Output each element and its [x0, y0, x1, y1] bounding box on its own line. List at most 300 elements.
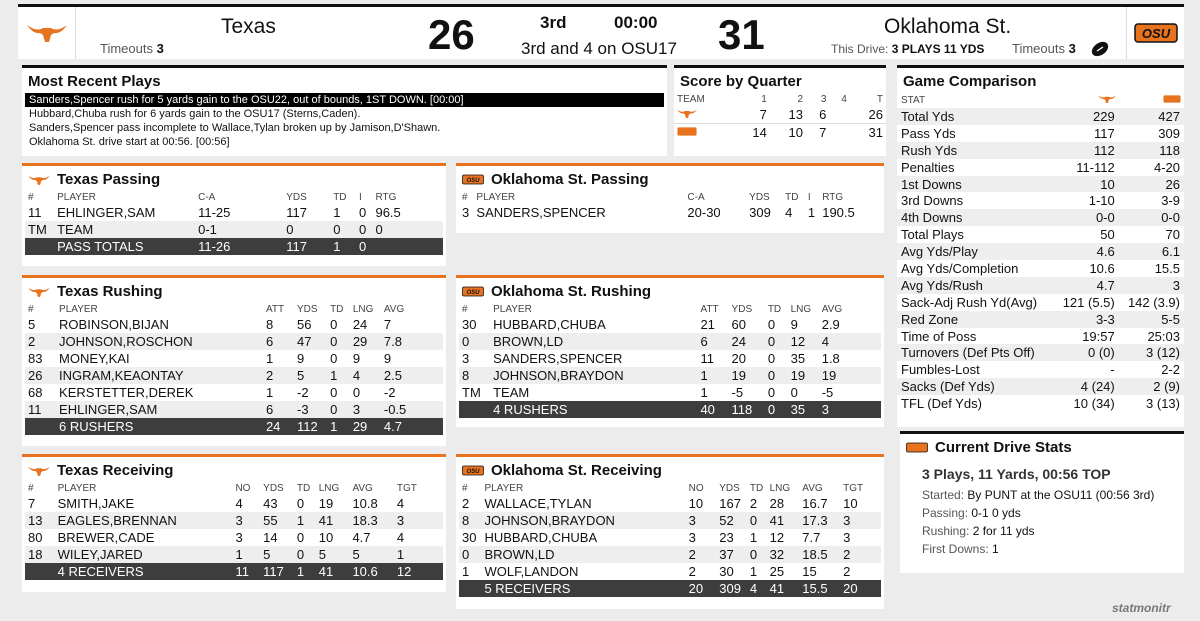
home-timeouts — [100, 41, 164, 56]
table-cell: 10 — [843, 496, 858, 511]
comparison-row — [897, 361, 1184, 378]
column-header: ATT — [700, 304, 719, 315]
quarter-score: 14 — [752, 125, 767, 140]
table-cell: 167 — [719, 496, 741, 511]
current-drive-title-text: Current Drive Stats — [935, 439, 1072, 456]
texas-stat-value: 10.6 — [1089, 260, 1115, 276]
comparison-row — [897, 344, 1184, 361]
totals-cell — [25, 238, 54, 255]
comparison-row — [897, 243, 1184, 260]
table-cell: 2 — [840, 546, 881, 563]
drive-started — [922, 486, 1162, 504]
table-cell: 10 — [318, 530, 334, 545]
column-header: # — [462, 192, 468, 203]
column-header: AVG — [383, 304, 405, 315]
comparison-row — [897, 311, 1184, 328]
totals-cell: 41 — [767, 580, 800, 597]
section-title-text: Texas Passing — [57, 171, 161, 188]
totals-cell: 3 — [819, 401, 881, 418]
section-title — [22, 166, 446, 191]
table-cell: 0 — [359, 205, 367, 220]
table-cell: 0 — [765, 367, 788, 384]
comparison-row — [897, 277, 1184, 294]
totals-row — [459, 401, 881, 418]
osu-mini-icon — [906, 441, 928, 454]
osu-stat-value: 0-0 — [1119, 209, 1184, 226]
score-by-quarter-title: Score by Quarter — [680, 73, 802, 90]
quarter: 3rd — [540, 13, 567, 32]
play-item: Sanders,Spencer pass incomplete to Wallace,Tylan broken up by Jamison,D'Shawn. — [29, 122, 441, 134]
table-cell: 68 — [28, 385, 43, 400]
table-cell: KERSTETTER,DEREK — [59, 385, 194, 400]
home-score: 26 — [428, 11, 475, 58]
stat-label: Total Plays — [901, 227, 964, 243]
stat-label: Penalties — [901, 159, 955, 175]
table-cell: 26 — [25, 367, 56, 384]
table-cell: JOHNSON,ROSCHON — [56, 333, 263, 350]
osu-stat-value: 309 — [1158, 125, 1180, 141]
osu-stat-value: 427 — [1119, 108, 1184, 125]
table-cell: 13 — [25, 512, 55, 529]
stat-label: Avg Yds/Rush — [897, 277, 1054, 294]
table-cell: 0 — [790, 385, 798, 400]
table-cell: -5 — [731, 385, 744, 400]
texas-stat-value: 10 — [1054, 176, 1119, 193]
table-cell: 96.5 — [375, 205, 401, 220]
totals-cell: 10.6 — [349, 563, 393, 580]
totals-cell: 29 — [350, 418, 381, 435]
drive-passing-label: Passing: — [922, 506, 969, 520]
table-cell: 47 — [294, 333, 327, 350]
table-cell: 56 — [296, 317, 312, 332]
texas-stat-value: 0 (0) — [1054, 344, 1119, 361]
texas-stat-value: 11-112 — [1076, 159, 1115, 175]
table-cell: 0-1 — [195, 221, 283, 238]
table-cell: 7.8 — [381, 333, 443, 350]
table-row — [25, 495, 443, 512]
table-cell: 0 — [765, 333, 788, 350]
quarter-row — [674, 106, 886, 124]
comparison-row — [897, 260, 1184, 277]
texas-receiving-panel — [22, 454, 446, 592]
table-cell: 0 — [296, 496, 305, 511]
texas-longhorn-icon — [28, 286, 50, 298]
section-title-text: Oklahoma St. Receiving — [491, 462, 662, 479]
texas-stat-value: 50 — [1100, 227, 1115, 243]
texas-longhorn-icon — [28, 465, 50, 477]
section-title — [22, 457, 446, 482]
table-cell: 3 — [235, 530, 243, 545]
column-header: YDS — [286, 192, 307, 203]
table-cell: -2 — [296, 385, 309, 400]
table-cell: 20-30 — [687, 205, 721, 220]
texas-stat-value: 4.7 — [1054, 277, 1119, 294]
table-cell: 1 — [394, 546, 443, 563]
table-cell: 1 — [265, 351, 274, 366]
table-cell: 2.9 — [821, 317, 840, 332]
column-header: YDS — [749, 192, 770, 203]
column-header: TD — [749, 483, 764, 494]
table-cell: 2.5 — [381, 367, 443, 384]
table-row — [459, 529, 881, 546]
drive-summary-value: 3 PLAYS 11 YDS — [891, 42, 985, 56]
table-cell: 4 — [396, 496, 405, 511]
table-cell: 0 — [330, 385, 338, 400]
play-item: Oklahoma St. drive start at 00:56. [00:56] — [29, 136, 230, 148]
comparison-row — [897, 378, 1184, 395]
texas-longhorn-logo — [18, 7, 76, 59]
osu-stat-value: 2-2 — [1161, 362, 1180, 378]
table-cell: 0 — [356, 221, 372, 238]
table-cell: 0 — [283, 221, 330, 238]
table-cell: TEAM — [493, 385, 530, 400]
column-header: TGT — [396, 483, 417, 494]
table-cell: 83 — [28, 351, 43, 366]
comparison-table — [897, 93, 1184, 412]
comparison-row — [897, 108, 1184, 125]
table-cell: 32 — [767, 546, 800, 563]
table-cell: 5 — [294, 367, 327, 384]
table-cell: BROWN,LD — [481, 546, 685, 563]
table-cell: 5 — [316, 546, 350, 563]
possession-football-icon — [1090, 40, 1110, 63]
comparison-row — [897, 226, 1184, 243]
table-cell: 1 — [333, 205, 341, 220]
totals-cell: 20 — [686, 580, 717, 597]
table-cell: 0 — [459, 333, 490, 350]
table-cell: 1 — [232, 546, 260, 563]
table-cell: 3 — [462, 205, 470, 220]
table-cell: 0 — [747, 546, 767, 563]
table-row — [25, 512, 443, 529]
table-cell: 9 — [352, 351, 361, 366]
totals-row — [25, 563, 443, 580]
column-header: C-A — [687, 192, 705, 203]
table-cell: 18.5 — [799, 546, 840, 563]
table-cell: 0 — [767, 317, 776, 332]
osu-stat-value: 4-20 — [1153, 159, 1180, 175]
column-header: NO — [235, 483, 251, 494]
table-row — [25, 529, 443, 546]
totals-cell: 112 — [294, 418, 327, 435]
table-cell: MONEY,KAI — [59, 351, 130, 366]
osu-mini-icon — [674, 124, 734, 142]
table-row — [25, 316, 443, 333]
table-cell: INGRAM,KEAONTAY — [56, 367, 263, 384]
texas-stat-value: - — [1110, 362, 1115, 378]
table-row — [25, 204, 443, 221]
table-row — [25, 367, 443, 384]
table-row — [459, 204, 881, 221]
column-header: I — [807, 192, 811, 203]
stats-table — [25, 303, 443, 435]
drive-headline: 3 Plays, 11 Yards, 00:56 TOP — [922, 466, 1111, 482]
quarter-header: TEAM — [677, 94, 705, 105]
drive-summary — [831, 42, 984, 56]
totals-cell: 1 — [327, 418, 350, 435]
totals-cell: 12 — [394, 563, 443, 580]
table-cell: 0 — [767, 351, 776, 366]
table-cell: 24 — [729, 333, 765, 350]
stats-table — [25, 191, 443, 255]
texas-mini-icon — [674, 106, 734, 124]
table-cell: 7 — [383, 317, 392, 332]
comparison-row — [897, 192, 1184, 209]
column-header: # — [462, 483, 468, 494]
column-header: # — [28, 304, 34, 315]
table-row — [25, 546, 443, 563]
section-title-text: Texas Rushing — [57, 283, 163, 300]
table-cell: 3 — [843, 530, 851, 545]
table-cell: 1 — [294, 512, 316, 529]
table-cell: EHLINGER,SAM — [56, 401, 263, 418]
osu-logo-icon — [462, 173, 484, 186]
column-header: YDS — [263, 483, 284, 494]
column-header: TD — [330, 304, 344, 315]
table-cell: 1.8 — [821, 351, 840, 366]
stat-label: Fumbles-Lost — [901, 362, 980, 378]
stat-label: Time of Poss — [901, 328, 977, 344]
quarter-header: 4 — [841, 94, 847, 105]
table-cell: 60 — [731, 317, 747, 332]
osu-col-icon — [1119, 93, 1184, 108]
table-cell: 4.7 — [352, 530, 371, 545]
table-cell: 19 — [788, 367, 819, 384]
table-cell: 15 — [802, 564, 817, 579]
table-cell: 43 — [263, 496, 278, 511]
drive-passing — [922, 504, 1162, 522]
comparison-row — [897, 328, 1184, 345]
table-cell: 4 — [350, 367, 381, 384]
totals-cell: 11-26 — [195, 238, 283, 255]
table-cell: 37 — [716, 546, 747, 563]
stat-label: 1st Downs — [897, 176, 1054, 193]
away-timeouts-label: Timeouts — [1012, 41, 1065, 56]
column-header: PLAYER — [484, 483, 524, 494]
column-header: LNG — [790, 304, 812, 315]
totals-cell: 24 — [263, 418, 294, 435]
table-cell: 4 — [235, 496, 243, 511]
texas-stat-value: 4.6 — [1054, 243, 1119, 260]
osu-stat-value: 6.1 — [1119, 243, 1184, 260]
table-cell: 2 — [686, 546, 717, 563]
drive-first-downs-label: First Downs: — [922, 542, 989, 556]
osu-stat-value: 15.5 — [1154, 260, 1180, 276]
table-cell: 0 — [294, 546, 316, 563]
column-header: RTG — [375, 192, 397, 203]
column-header: YDS — [731, 304, 753, 315]
osu-logo-icon — [462, 464, 484, 477]
quarter-score: 7 — [819, 125, 827, 140]
table-cell: -5 — [821, 385, 834, 400]
osu-stat-value: 142 (3.9) — [1127, 294, 1180, 310]
svg-text:OSU: OSU — [466, 178, 480, 184]
comparison-row — [897, 125, 1184, 142]
quarter-score: 7 — [759, 107, 767, 122]
column-header: PLAYER — [476, 192, 516, 203]
table-cell: 11 — [700, 351, 714, 366]
table-cell: 0 — [296, 530, 305, 545]
table-row — [459, 316, 881, 333]
table-cell: SANDERS,SPENCER — [476, 205, 606, 220]
stat-label: Sacks (Def Yds) — [897, 378, 1054, 395]
quarter-table — [674, 93, 886, 141]
table-cell: 1 — [462, 564, 470, 579]
table-row — [459, 563, 881, 580]
stat-label: 3rd Downs — [901, 193, 964, 209]
away-timeouts — [1012, 41, 1076, 56]
game-clock: 00:00 — [614, 13, 658, 32]
column-header: AVG — [821, 304, 843, 315]
column-header: TD — [333, 192, 347, 203]
table-cell: 4 — [819, 333, 881, 350]
table-row — [25, 221, 443, 238]
table-cell: 80 — [28, 530, 43, 545]
column-header: TD — [296, 483, 311, 494]
totals-cell: 20 — [840, 580, 881, 597]
table-cell: 2 — [25, 333, 56, 350]
table-cell: 30 — [719, 564, 734, 579]
table-cell: 9 — [383, 351, 392, 366]
table-cell: 117 — [286, 205, 307, 220]
table-cell: 19 — [819, 367, 881, 384]
totals-cell: 40 — [697, 401, 728, 418]
table-cell: TM — [462, 385, 481, 400]
osu-stat-value: 3 (12) — [1119, 344, 1184, 361]
table-cell: BREWER,CADE — [57, 530, 155, 545]
table-cell: 1 — [327, 367, 350, 384]
drive-passing-value: 0-1 0 yds — [971, 506, 1021, 520]
totals-cell: 6 RUSHERS — [56, 418, 263, 435]
table-cell: 3 — [394, 512, 443, 529]
totals-cell: 0 — [356, 238, 372, 255]
drive-started-value: By PUNT at the OSU11 (00:56 3rd) — [967, 488, 1155, 502]
column-header: # — [28, 192, 34, 203]
current-drive-title — [900, 434, 1184, 459]
totals-cell: 117 — [283, 238, 330, 255]
comparison-row — [897, 209, 1184, 226]
table-cell: 5 — [349, 546, 393, 563]
stat-label: Avg Yds/Completion — [901, 260, 1019, 276]
table-cell: 6 — [263, 401, 294, 418]
game-comparison-title: Game Comparison — [903, 73, 1037, 90]
table-cell: 190.5 — [822, 205, 855, 220]
table-cell: 30 — [462, 530, 477, 545]
table-cell: 0 — [767, 385, 776, 400]
table-cell: 8 — [265, 317, 274, 332]
column-header: TD — [767, 304, 782, 315]
column-header: # — [28, 483, 34, 494]
totals-cell: 1 — [330, 238, 356, 255]
section-title — [456, 278, 884, 303]
column-header: AVG — [802, 483, 823, 494]
stats-table — [459, 482, 881, 597]
table-cell: 0 — [459, 546, 481, 563]
table-cell: EHLINGER,SAM — [57, 205, 156, 220]
quarter-total: 31 — [868, 125, 883, 140]
stat-label: Sack-Adj Rush Yd(Avg) — [901, 294, 1038, 310]
table-cell: -2 — [383, 385, 396, 400]
table-cell: 18 — [25, 546, 55, 563]
osu-stat-value: 25:03 — [1147, 328, 1180, 344]
column-header: TD — [785, 192, 799, 203]
totals-cell: 1 — [294, 563, 316, 580]
texas-passing-panel — [22, 163, 446, 266]
table-row — [459, 546, 881, 563]
column-header: PLAYER — [57, 192, 96, 203]
scoreboard — [18, 4, 1184, 59]
drive-first-downs — [922, 540, 1162, 558]
column-header: RTG — [822, 192, 844, 203]
table-cell: 0 — [352, 385, 361, 400]
stat-label: Total Yds — [897, 108, 1054, 125]
statmonitr-logo: statmonitr — [1112, 601, 1171, 615]
totals-cell: 118 — [729, 401, 765, 418]
quarter-header: 3 — [820, 94, 827, 105]
comparison-row — [897, 395, 1184, 412]
away-timeouts-value: 3 — [1068, 41, 1076, 56]
totals-cell: 4 RUSHERS — [490, 401, 697, 418]
table-cell: 41 — [767, 512, 800, 529]
stat-label: Turnovers (Def Pts Off) — [897, 344, 1054, 361]
totals-row — [459, 580, 881, 597]
recent-plays-title: Most Recent Plays — [28, 73, 161, 90]
play-item: Sanders,Spencer rush for 5 yards gain to the OSU22, out of bounds, 1ST DOWN. [00:00] — [25, 93, 664, 107]
column-header: PLAYER — [57, 483, 97, 494]
table-cell: SANDERS,SPENCER — [493, 351, 623, 366]
column-header: I — [359, 192, 362, 203]
table-cell: HUBBARD,CHUBA — [484, 530, 598, 545]
stat-label: TFL (Def Yds) — [901, 396, 982, 412]
table-cell: 10.8 — [352, 496, 378, 511]
stat-label: Rush Yds — [897, 142, 1054, 159]
column-header: LNG — [318, 483, 340, 494]
table-cell: 14 — [263, 530, 278, 545]
table-cell: 1 — [697, 367, 728, 384]
table-cell: 1 — [265, 385, 274, 400]
svg-text:OSU: OSU — [1141, 26, 1170, 41]
table-cell: 41 — [316, 512, 350, 529]
table-cell: 7 — [28, 496, 36, 511]
totals-cell — [372, 238, 443, 255]
osu-passing-panel — [456, 163, 884, 233]
table-cell: 2 — [749, 496, 758, 511]
comparison-row — [897, 142, 1184, 159]
table-row — [459, 384, 881, 401]
table-row — [459, 367, 881, 384]
osu-stat-value: 2 (9) — [1119, 378, 1184, 395]
totals-cell: 15.5 — [799, 580, 840, 597]
table-row — [25, 384, 443, 401]
away-score: 31 — [718, 11, 765, 58]
texas-stat-value: 112 — [1054, 142, 1119, 159]
column-header: YDS — [719, 483, 740, 494]
quarter-header: 2 — [797, 94, 803, 105]
table-cell: 1 — [700, 385, 708, 400]
quarter-score — [829, 106, 849, 124]
table-cell: 28 — [769, 496, 785, 511]
texas-col-icon — [1054, 93, 1119, 108]
column-header: PLAYER — [59, 304, 98, 315]
table-cell: 8 — [459, 512, 481, 529]
texas-stat-value: 1-10 — [1088, 193, 1115, 209]
table-cell: 5 — [28, 317, 36, 332]
table-cell: 3 — [688, 530, 696, 545]
comparison-row — [897, 159, 1184, 176]
texas-longhorn-icon — [28, 174, 50, 186]
table-cell: 0 — [372, 221, 443, 238]
table-cell: 8 — [459, 367, 490, 384]
